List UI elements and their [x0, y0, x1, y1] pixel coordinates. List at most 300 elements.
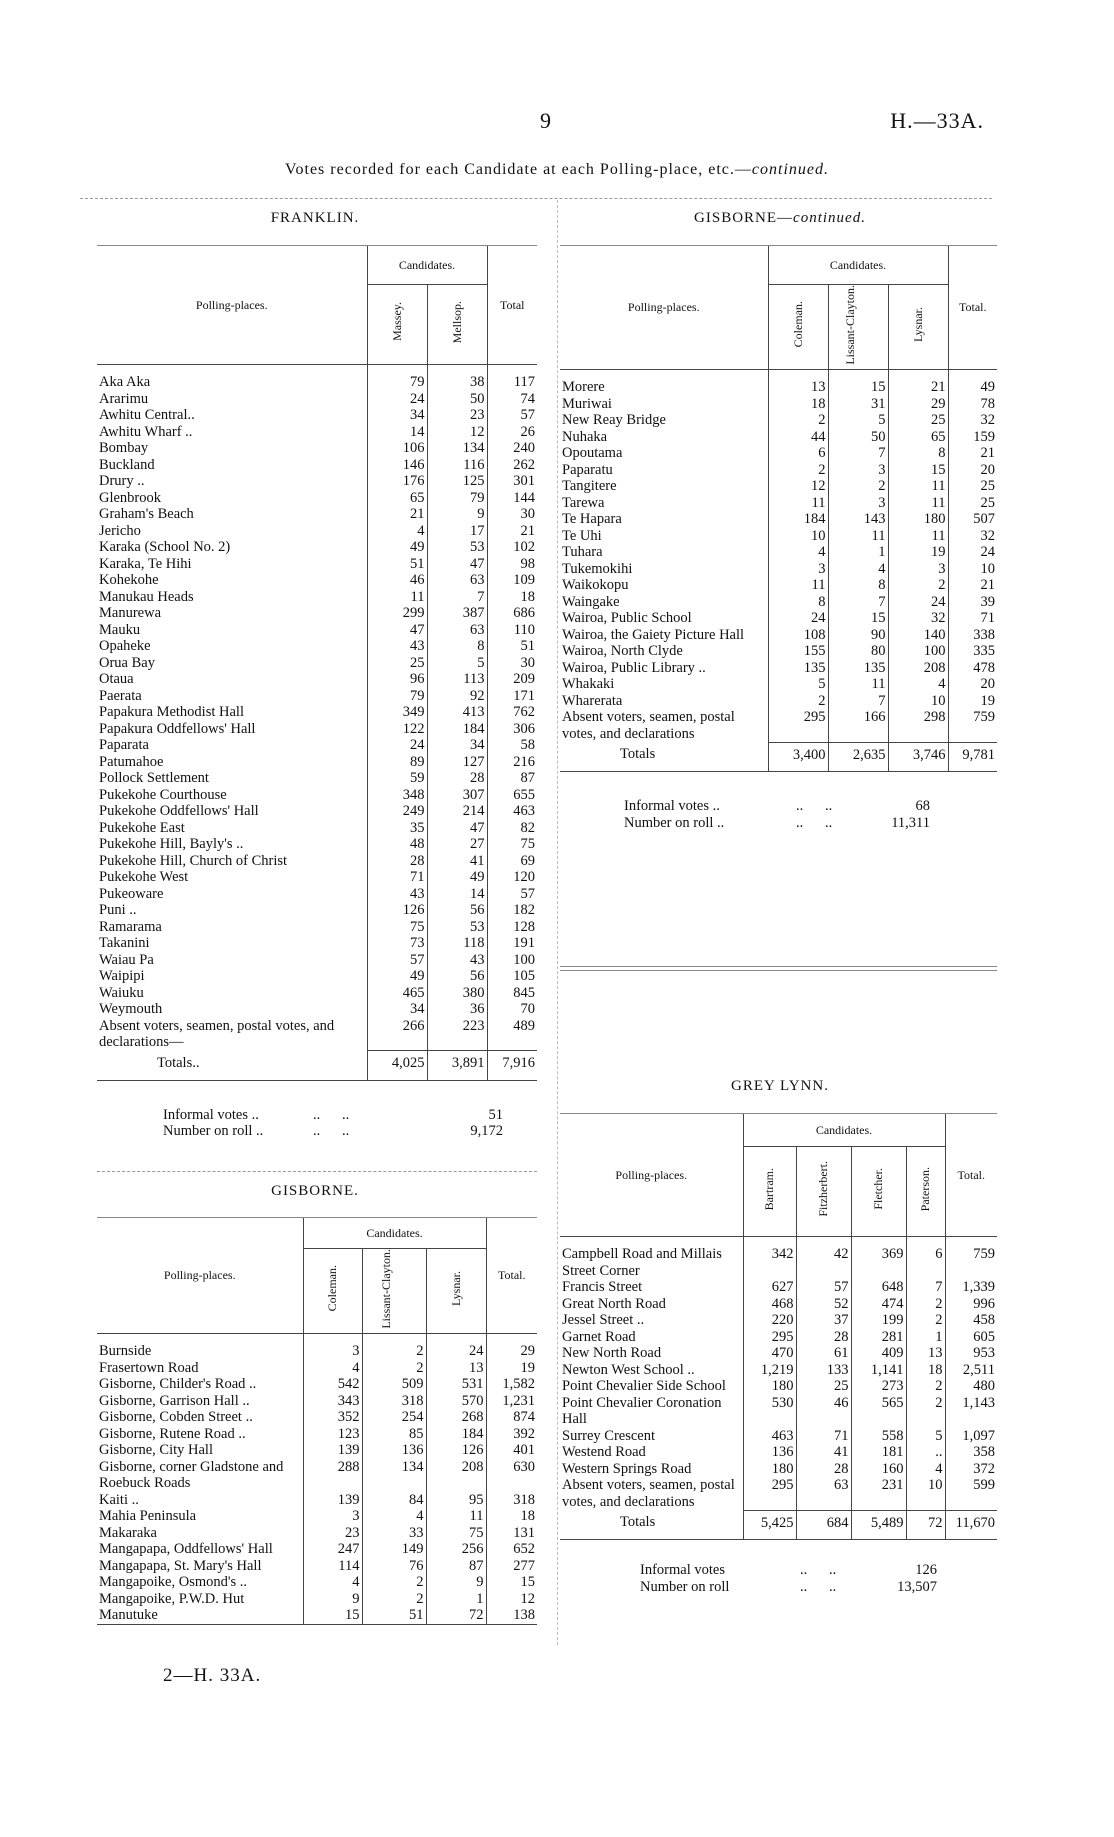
vote-count: 558: [851, 1428, 906, 1445]
table-row: [97, 754, 537, 771]
row-total: 138: [486, 1607, 537, 1624]
vote-count: 113: [427, 671, 487, 688]
row-total: 1,339: [945, 1279, 997, 1296]
vote-count: 134: [362, 1459, 426, 1492]
vote-count: 33: [362, 1525, 426, 1542]
table-row: [560, 610, 997, 627]
polling-place: Ramarama: [99, 918, 162, 935]
total-votes: 5,425: [743, 1510, 796, 1540]
row-total: 98: [487, 556, 537, 573]
vote-count: 208: [888, 660, 948, 677]
vote-count: 139: [303, 1442, 362, 1459]
informal-value: 68: [915, 798, 930, 815]
vote-count: 123: [303, 1426, 362, 1443]
row-total: 19: [486, 1360, 537, 1377]
row-total: 762: [487, 704, 537, 721]
roll-value: 9,172: [470, 1123, 503, 1139]
vote-count: 44: [768, 429, 828, 446]
vote-count: 47: [427, 556, 487, 573]
row-total: 338: [948, 627, 997, 644]
row-total: 216: [487, 754, 537, 771]
row-total: 15: [486, 1574, 537, 1591]
row-total: 301: [487, 473, 537, 490]
table-row: [97, 622, 537, 639]
polling-place: Pukekohe Hill, Bayly's ..: [99, 836, 244, 852]
row-total: 74: [487, 391, 537, 408]
polling-place: Garnet Road: [562, 1328, 636, 1345]
vote-count: 135: [768, 660, 828, 677]
polling-place: Waipipi: [99, 968, 145, 984]
vote-count: 2: [906, 1378, 945, 1395]
candidate-fitzherbert-header: Fitzherbert.: [816, 1160, 830, 1217]
polling-place: Frasertown Road: [99, 1359, 199, 1376]
vote-count: 4: [362, 1508, 426, 1525]
vote-count: 80: [828, 643, 888, 660]
table-row: [97, 391, 537, 408]
table-row: [560, 495, 997, 512]
vote-count: 126: [426, 1442, 486, 1459]
vote-count: 24: [426, 1343, 486, 1360]
vote-count: 116: [427, 457, 487, 474]
vote-count: 4: [367, 523, 427, 540]
vote-count: 342: [743, 1246, 796, 1279]
vote-count: 38: [427, 374, 487, 391]
vote-count: 565: [851, 1395, 906, 1428]
row-total: 845: [487, 985, 537, 1002]
row-total: 1,582: [486, 1376, 537, 1393]
table-row: [560, 1477, 997, 1510]
polling-place: Tangitere: [562, 478, 617, 495]
roll-label: Number on roll ..: [163, 1123, 264, 1139]
table-row: [97, 1360, 537, 1377]
candidate-lysnar-header: Lysnar.: [910, 306, 925, 342]
table-row: [560, 1312, 997, 1329]
polling-place: Paparatu: [562, 461, 613, 478]
row-total: 759: [945, 1246, 997, 1279]
vote-count: 76: [362, 1558, 426, 1575]
vote-count: 8: [768, 594, 828, 611]
vote-count: 37: [796, 1312, 851, 1329]
polling-place: Karaka (School No. 2): [99, 539, 231, 555]
vote-count: 288: [303, 1459, 362, 1492]
vote-count: 380: [427, 985, 487, 1002]
table-row: [97, 1508, 537, 1525]
page-footer: 2—H. 33A.: [163, 1665, 262, 1686]
table-row: [97, 473, 537, 490]
vote-count: 307: [427, 787, 487, 804]
franklin-section: [97, 246, 537, 1140]
polling-place: Pukekohe Oddfellows' Hall: [99, 803, 259, 819]
polling-place: Pukekohe Hill, Church of Christ: [99, 852, 288, 869]
vote-count: 50: [828, 429, 888, 446]
informal-value: 126: [915, 1562, 937, 1578]
polling-place: Campbell Road and Millais Street Corner: [562, 1246, 722, 1279]
candidate-coleman-header: Coleman.: [325, 1265, 339, 1312]
row-total: 117: [487, 374, 537, 391]
table-row: [560, 1246, 997, 1279]
polling-place: Mauku: [99, 621, 141, 638]
vote-count: 166: [828, 709, 888, 742]
vote-count: 84: [362, 1492, 426, 1509]
vote-count: 28: [796, 1329, 851, 1346]
gisborne-continued-polling-header: Polling-places.: [627, 300, 700, 315]
row-total: 30: [487, 655, 537, 672]
vote-count: 25: [888, 412, 948, 429]
table-row: [97, 457, 537, 474]
row-total: 209: [487, 671, 537, 688]
table-row: [97, 935, 537, 952]
franklin-informal-line: Informal votes .. .. .. 51: [163, 1106, 503, 1123]
grand-total: 9,781: [948, 742, 997, 772]
vote-count: 71: [796, 1428, 851, 1445]
polling-place: Tuhara: [562, 544, 603, 561]
row-total: 458: [945, 1312, 997, 1329]
vote-count: 220: [743, 1312, 796, 1329]
vote-count: 1,141: [851, 1362, 906, 1379]
polling-place: Wharerata: [562, 692, 623, 709]
vote-count: 49: [367, 968, 427, 985]
row-total: 19: [948, 693, 997, 710]
polling-place: Waiuku: [99, 984, 144, 1001]
vote-count: 3: [828, 495, 888, 512]
row-total: 105: [487, 968, 537, 985]
vote-count: 349: [367, 704, 427, 721]
table-row: [97, 556, 537, 573]
table-row: [97, 1525, 537, 1542]
polling-place: Pukekohe West: [99, 869, 189, 885]
vote-count: 4: [828, 561, 888, 578]
vote-count: 14: [367, 424, 427, 441]
vote-count: 46: [796, 1395, 851, 1428]
polling-place: Westend Road: [562, 1444, 646, 1460]
polling-place: Manurewa: [99, 605, 162, 621]
vote-count: 57: [367, 952, 427, 969]
totals-row: [560, 742, 997, 772]
vote-count: 9: [426, 1574, 486, 1591]
vote-count: 2: [906, 1312, 945, 1329]
vote-count: 8: [828, 577, 888, 594]
vote-count: 352: [303, 1409, 362, 1426]
row-total: 144: [487, 490, 537, 507]
divider: [560, 966, 997, 967]
table-row: [560, 1296, 997, 1313]
row-total: 401: [486, 1442, 537, 1459]
vote-count: 92: [427, 688, 487, 705]
row-total: 29: [486, 1343, 537, 1360]
polling-place: Te Hapara: [562, 511, 622, 528]
vote-count: 29: [888, 396, 948, 413]
grey-lynn-total-header: Total.: [945, 1114, 997, 1236]
vote-count: 463: [743, 1428, 796, 1445]
gisborne-continued-total-header: Total.: [948, 246, 997, 369]
vote-count: 648: [851, 1279, 906, 1296]
vote-count: 25: [367, 655, 427, 672]
vote-count: 50: [427, 391, 487, 408]
row-total: 953: [945, 1345, 997, 1362]
vote-count: 12: [768, 478, 828, 495]
polling-place: Waingake: [562, 593, 620, 610]
vote-count: 57: [796, 1279, 851, 1296]
row-total: 120: [487, 869, 537, 886]
vote-count: 75: [367, 919, 427, 936]
vote-count: 6: [906, 1246, 945, 1279]
vote-count: 2: [768, 412, 828, 429]
vote-count: 5: [906, 1428, 945, 1445]
polling-place: Takanini: [99, 935, 150, 951]
vote-count: 35: [367, 820, 427, 837]
row-total: 759: [948, 709, 997, 742]
vote-count: 413: [427, 704, 487, 721]
polling-place: Jessel Street ..: [562, 1312, 645, 1328]
vote-count: 181: [851, 1444, 906, 1461]
table-row: [560, 1395, 997, 1428]
vote-count: 79: [367, 374, 427, 391]
vote-count: 249: [367, 803, 427, 820]
table-row: [97, 638, 537, 655]
vote-count: 295: [743, 1477, 796, 1510]
row-total: 159: [948, 429, 997, 446]
vote-count: 6: [768, 445, 828, 462]
total-votes: 2,635: [828, 742, 888, 772]
polling-place: Orua Bay: [99, 654, 155, 671]
vote-count: 34: [367, 407, 427, 424]
vote-count: 23: [427, 407, 487, 424]
vote-count: 295: [768, 709, 828, 742]
vote-count: 133: [796, 1362, 851, 1379]
vote-count: 223: [427, 1018, 487, 1051]
polling-place: Burnside: [99, 1343, 152, 1360]
table-row: [97, 853, 537, 870]
polling-place: Pukekohe Courthouse: [99, 786, 227, 803]
gisborne-continued-candidates-header: Candidates.: [768, 246, 948, 284]
vote-count: 136: [743, 1444, 796, 1461]
vote-count: 41: [427, 853, 487, 870]
vote-count: 184: [427, 721, 487, 738]
row-total: 1,231: [486, 1393, 537, 1410]
vote-count: 15: [303, 1607, 362, 1624]
table-row: [97, 539, 537, 556]
polling-place: Kaiti ..: [99, 1491, 139, 1508]
row-total: 1,097: [945, 1428, 997, 1445]
vote-count: 5: [828, 412, 888, 429]
grand-total: 7,916: [487, 1051, 537, 1081]
vote-count: 87: [426, 1558, 486, 1575]
vote-count: 28: [427, 770, 487, 787]
roll-value: 11,311: [891, 814, 930, 831]
polling-place: Gisborne, corner Gladstone and Roebuck Roads: [99, 1458, 284, 1492]
polling-place: Buckland: [99, 456, 155, 473]
row-total: 392: [486, 1426, 537, 1443]
franklin-table: [97, 246, 537, 1081]
table-row: [97, 589, 537, 606]
row-total: 478: [948, 660, 997, 677]
vote-count: 4: [888, 676, 948, 693]
polling-place: Wairoa, the Gaiety Picture Hall: [562, 626, 745, 643]
row-total: 306: [487, 721, 537, 738]
column-divider: [557, 200, 558, 1645]
polling-place: Gisborne, City Hall: [99, 1442, 213, 1459]
polling-place: Puni ..: [99, 902, 137, 918]
row-total: 78: [948, 396, 997, 413]
polling-place: Ararimu: [99, 390, 149, 407]
table-row: [560, 511, 997, 528]
vote-count: 89: [367, 754, 427, 771]
vote-count: 7: [906, 1279, 945, 1296]
vote-count: 146: [367, 457, 427, 474]
vote-count: 135: [828, 660, 888, 677]
table-row: [97, 407, 537, 424]
row-total: 110: [487, 622, 537, 639]
table-row: [560, 412, 997, 429]
row-total: 20: [948, 676, 997, 693]
row-total: 358: [945, 1444, 997, 1461]
page-number: 9: [540, 108, 551, 133]
vote-count: 3: [888, 561, 948, 578]
vote-count: 343: [303, 1393, 362, 1410]
row-total: 24: [948, 544, 997, 561]
vote-count: 12: [427, 424, 487, 441]
candidate-mellsop-header: Mellsop.: [449, 300, 464, 343]
vote-count: 318: [362, 1393, 426, 1410]
vote-count: 155: [768, 643, 828, 660]
gisborne-continued-informal-line: Informal votes .. .. .. 68: [624, 798, 930, 815]
row-total: 277: [486, 1558, 537, 1575]
vote-count: 125: [427, 473, 487, 490]
grey-lynn-title: GREY LYNN.: [731, 1078, 829, 1094]
franklin-rows: [97, 374, 537, 1080]
gisborne-continued-roll-line: Number on roll .. .. .. 11,311: [624, 814, 930, 831]
row-total: 335: [948, 643, 997, 660]
vote-count: 100: [888, 643, 948, 660]
table-row: [560, 1345, 997, 1362]
polling-place: Paparata: [99, 737, 149, 753]
vote-count: 114: [303, 1558, 362, 1575]
vote-count: 52: [796, 1296, 851, 1313]
vote-count: 15: [828, 379, 888, 396]
table-row: [97, 424, 537, 441]
vote-count: 4: [906, 1461, 945, 1478]
row-total: 21: [487, 523, 537, 540]
row-total: 599: [945, 1477, 997, 1510]
vote-count: 273: [851, 1378, 906, 1395]
vote-count: 5: [427, 655, 487, 672]
informal-value: 51: [488, 1106, 503, 1123]
row-total: 30: [487, 506, 537, 523]
table-row: [560, 462, 997, 479]
vote-count: 247: [303, 1541, 362, 1558]
candidate-bartram-header: Bartram.: [762, 1167, 776, 1210]
polling-place: Mangapoike, Osmond's ..: [99, 1574, 248, 1591]
vote-count: 348: [367, 787, 427, 804]
vote-count: 1: [906, 1329, 945, 1346]
vote-count: 136: [362, 1442, 426, 1459]
table-row: [560, 643, 997, 660]
polling-place: Te Uhi: [562, 527, 602, 544]
polling-place: Absent voters, seamen, postal votes, and declarations: [562, 709, 735, 742]
gisborne-candidates-header: Candidates.: [303, 1218, 486, 1248]
vote-count: 19: [888, 544, 948, 561]
vote-count: 56: [427, 968, 487, 985]
table-row: [97, 770, 537, 787]
vote-count: 51: [362, 1607, 426, 1624]
vote-count: 254: [362, 1409, 426, 1426]
table-row: [560, 660, 997, 677]
vote-count: 531: [426, 1376, 486, 1393]
vote-count: 266: [367, 1018, 427, 1051]
table-row: [97, 1376, 537, 1393]
polling-place: Mangapapa, St. Mary's Hall: [99, 1557, 262, 1574]
vote-count: 11: [367, 589, 427, 606]
gisborne-continued-title: [560, 210, 1000, 227]
polling-place: Nuhaka: [562, 428, 608, 445]
document-reference: H.—33A.: [890, 108, 984, 133]
table-row: [97, 1343, 537, 1360]
vote-count: 160: [851, 1461, 906, 1478]
table-row: [97, 605, 537, 622]
vote-count: 24: [367, 737, 427, 754]
vote-count: 2: [906, 1296, 945, 1313]
vote-count: 3: [768, 561, 828, 578]
vote-count: 63: [427, 622, 487, 639]
polling-place: Bombay: [99, 440, 149, 456]
total-votes: 4,025: [367, 1051, 427, 1081]
polling-place: Manutuke: [99, 1607, 158, 1624]
roll-label: Number on roll ..: [624, 814, 725, 831]
row-total: 131: [486, 1525, 537, 1542]
vote-count: 281: [851, 1329, 906, 1346]
gisborne-continued-section: [560, 246, 997, 831]
table-row: [97, 787, 537, 804]
polling-place: Mangapoike, P.W.D. Hut: [99, 1590, 245, 1607]
row-total: 10: [948, 561, 997, 578]
gisborne-title: GISBORNE.: [271, 1183, 359, 1199]
polling-place: Papakura Methodist Hall: [99, 704, 244, 720]
row-total: 100: [487, 952, 537, 969]
row-total: 372: [945, 1461, 997, 1478]
polling-place: Absent voters, seamen, postal votes, and declarations: [562, 1477, 735, 1510]
table-row: [97, 1001, 537, 1018]
totals-label: Totals: [620, 746, 656, 763]
polling-place: Patumahoe: [99, 753, 164, 770]
heading-italic: continued.: [751, 161, 829, 178]
vote-count: 1: [828, 544, 888, 561]
polling-place: Surrey Crescent: [562, 1427, 656, 1444]
vote-count: 49: [427, 869, 487, 886]
table-row: [97, 721, 537, 738]
polling-place: Opaheke: [99, 638, 151, 654]
row-total: 1,143: [945, 1395, 997, 1428]
polling-place: Gisborne, Rutene Road ..: [99, 1425, 246, 1442]
vote-count: 28: [796, 1461, 851, 1478]
vote-count: 10: [768, 528, 828, 545]
vote-count: 208: [426, 1459, 486, 1492]
candidate-paterson-header: Paterson.: [918, 1166, 932, 1211]
row-total: 26: [487, 424, 537, 441]
vote-count: 184: [426, 1426, 486, 1443]
row-total: 57: [487, 886, 537, 903]
row-total: 652: [486, 1541, 537, 1558]
polling-place: Great North Road: [562, 1295, 666, 1312]
heading-text: Votes recorded for each Candidate at each Polling-place, etc.—: [285, 161, 752, 178]
total-votes: 5,489: [851, 1510, 906, 1540]
candidate-massey-header: Massey.: [389, 302, 404, 342]
table-row: [97, 671, 537, 688]
gisborne-continued-title-italic: continued.: [793, 210, 866, 226]
table-row: [97, 836, 537, 853]
gisborne-polling-header: Polling-places.: [163, 1268, 236, 1283]
vote-count: 9: [427, 506, 487, 523]
row-total: 21: [948, 445, 997, 462]
